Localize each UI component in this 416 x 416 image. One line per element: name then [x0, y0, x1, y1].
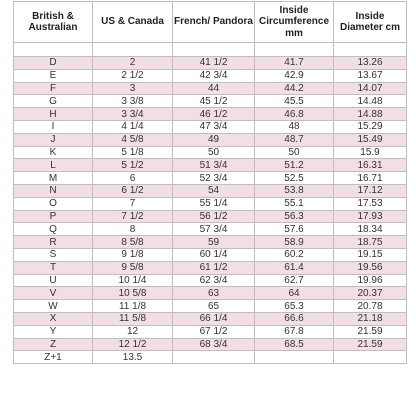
cell-us-size: 3 3/4 [93, 108, 173, 121]
table-row [14, 300, 407, 313]
cell-diameter: 21.18 [334, 312, 407, 325]
cell-french-size: 61 1/2 [173, 261, 255, 274]
cell-circumference: 55.1 [255, 197, 334, 210]
cell-french-size: 54 [173, 184, 255, 197]
cell-diameter: 17.93 [334, 210, 407, 223]
table-row [14, 172, 407, 185]
cell-circumference: 41.7 [255, 57, 334, 70]
cell-circumference: 46.8 [255, 108, 334, 121]
table-row [14, 159, 407, 172]
cell-british-size: P [14, 210, 93, 223]
table-row [14, 351, 407, 364]
cell-british-size: S [14, 248, 93, 261]
cell-diameter: 21.59 [334, 338, 407, 351]
header-row [14, 2, 407, 43]
cell-diameter: 15.29 [334, 120, 407, 133]
cell-us-size: 5 1/2 [93, 159, 173, 172]
cell-french-size: 63 [173, 287, 255, 300]
cell-british-size: Y [14, 325, 93, 338]
header-inside-circumference: Inside Circumference mm [255, 2, 334, 43]
cell-circumference: 53.8 [255, 184, 334, 197]
cell-circumference: 56.3 [255, 210, 334, 223]
cell-circumference: 64 [255, 287, 334, 300]
cell-french-size: 41 1/2 [173, 57, 255, 70]
cell-british-size: G [14, 95, 93, 108]
cell-diameter: 13.67 [334, 69, 407, 82]
header-british-australian: British & Australian [14, 2, 93, 43]
cell-french-size: 47 3/4 [173, 120, 255, 133]
cell-french-size: 65 [173, 300, 255, 313]
cell-british-size: Q [14, 223, 93, 236]
cell-us-size: 6 1/2 [93, 184, 173, 197]
cell-british-size: M [14, 172, 93, 185]
table-row [14, 95, 407, 108]
cell-british-size: R [14, 236, 93, 249]
cell-french-size: 60 1/4 [173, 248, 255, 261]
cell-british-size: E [14, 69, 93, 82]
cell-diameter: 19.56 [334, 261, 407, 274]
cell-diameter: 14.88 [334, 108, 407, 121]
cell-british-size: U [14, 274, 93, 287]
cell-circumference [255, 351, 334, 364]
cell-french-size: 56 1/2 [173, 210, 255, 223]
cell-french-size: 45 1/2 [173, 95, 255, 108]
cell-us-size: 10 5/8 [93, 287, 173, 300]
cell-french-size: 42 3/4 [173, 69, 255, 82]
table-row [14, 69, 407, 82]
cell-french-size: 51 3/4 [173, 159, 255, 172]
cell-circumference: 62.7 [255, 274, 334, 287]
table-row [14, 274, 407, 287]
table-row [14, 120, 407, 133]
cell-diameter: 21.59 [334, 325, 407, 338]
cell-us-size: 6 [93, 172, 173, 185]
table-row [14, 312, 407, 325]
cell-french-size: 44 [173, 82, 255, 95]
cell-circumference: 42.9 [255, 69, 334, 82]
cell-british-size: T [14, 261, 93, 274]
cell-french-size: 68 3/4 [173, 338, 255, 351]
cell-us-size: 13.5 [93, 351, 173, 364]
cell-us-size: 2 1/2 [93, 69, 173, 82]
cell-circumference: 66.6 [255, 312, 334, 325]
cell-british-size: Z+1 [14, 351, 93, 364]
cell-us-size: 12 [93, 325, 173, 338]
cell-british-size: L [14, 159, 93, 172]
cell-us-size: 9 1/8 [93, 248, 173, 261]
table-row [14, 108, 407, 121]
cell-diameter [334, 351, 407, 364]
cell-diameter: 19.96 [334, 274, 407, 287]
cell-british-size: I [14, 120, 93, 133]
cell-circumference: 58.9 [255, 236, 334, 249]
cell-circumference: 68.5 [255, 338, 334, 351]
cell-diameter: 16.71 [334, 172, 407, 185]
cell-french-size: 57 3/4 [173, 223, 255, 236]
cell-us-size: 4 1/4 [93, 120, 173, 133]
header-french-pandora: French/ Pandora [173, 2, 255, 43]
cell-british-size: W [14, 300, 93, 313]
spacer-row [14, 43, 407, 57]
cell-diameter: 19.15 [334, 248, 407, 261]
cell-french-size: 62 3/4 [173, 274, 255, 287]
cell-british-size: X [14, 312, 93, 325]
cell-circumference: 51.2 [255, 159, 334, 172]
table-row [14, 184, 407, 197]
cell-us-size: 3 [93, 82, 173, 95]
table-row [14, 338, 407, 351]
cell-circumference: 65.3 [255, 300, 334, 313]
table-row [14, 236, 407, 249]
cell-french-size: 50 [173, 146, 255, 159]
cell-us-size: 7 [93, 197, 173, 210]
cell-british-size: H [14, 108, 93, 121]
cell-british-size: J [14, 133, 93, 146]
cell-diameter: 17.53 [334, 197, 407, 210]
cell-circumference: 44.2 [255, 82, 334, 95]
cell-diameter: 14.48 [334, 95, 407, 108]
table-row [14, 210, 407, 223]
cell-circumference: 67.8 [255, 325, 334, 338]
table-row [14, 223, 407, 236]
cell-british-size: F [14, 82, 93, 95]
table-row [14, 197, 407, 210]
table-row [14, 82, 407, 95]
cell-diameter: 18.34 [334, 223, 407, 236]
table-row [14, 261, 407, 274]
header-us-canada: US & Canada [93, 2, 173, 43]
table-row [14, 146, 407, 159]
table-row [14, 133, 407, 146]
cell-british-size: O [14, 197, 93, 210]
cell-diameter: 15.9 [334, 146, 407, 159]
cell-french-size: 59 [173, 236, 255, 249]
cell-french-size: 66 1/4 [173, 312, 255, 325]
cell-circumference: 52.5 [255, 172, 334, 185]
cell-us-size: 10 1/4 [93, 274, 173, 287]
table-row [14, 325, 407, 338]
cell-circumference: 48 [255, 120, 334, 133]
cell-us-size: 3 3/8 [93, 95, 173, 108]
cell-circumference: 50 [255, 146, 334, 159]
cell-french-size: 46 1/2 [173, 108, 255, 121]
cell-diameter: 18.75 [334, 236, 407, 249]
cell-diameter: 14.07 [334, 82, 407, 95]
table-row [14, 287, 407, 300]
cell-diameter: 16.31 [334, 159, 407, 172]
ring-size-table [13, 1, 407, 364]
cell-diameter: 15.49 [334, 133, 407, 146]
cell-french-size [173, 351, 255, 364]
cell-diameter: 20.37 [334, 287, 407, 300]
cell-british-size: D [14, 57, 93, 70]
table-row [14, 57, 407, 70]
cell-us-size: 5 1/8 [93, 146, 173, 159]
cell-diameter: 20.78 [334, 300, 407, 313]
cell-british-size: V [14, 287, 93, 300]
cell-us-size: 2 [93, 57, 173, 70]
cell-diameter: 17.12 [334, 184, 407, 197]
cell-us-size: 11 1/8 [93, 300, 173, 313]
cell-circumference: 61.4 [255, 261, 334, 274]
cell-french-size: 49 [173, 133, 255, 146]
cell-french-size: 67 1/2 [173, 325, 255, 338]
cell-circumference: 60.2 [255, 248, 334, 261]
cell-us-size: 11 5/8 [93, 312, 173, 325]
cell-circumference: 48.7 [255, 133, 334, 146]
cell-french-size: 52 3/4 [173, 172, 255, 185]
cell-us-size: 8 [93, 223, 173, 236]
ring-size-chart [13, 1, 406, 364]
cell-british-size: K [14, 146, 93, 159]
cell-us-size: 12 1/2 [93, 338, 173, 351]
header-inside-diameter: Inside Diameter cm [334, 2, 407, 43]
table-body [14, 43, 407, 364]
cell-us-size: 4 5/8 [93, 133, 173, 146]
table-row [14, 248, 407, 261]
cell-british-size: Z [14, 338, 93, 351]
cell-us-size: 9 5/8 [93, 261, 173, 274]
cell-circumference: 45.5 [255, 95, 334, 108]
cell-us-size: 7 1/2 [93, 210, 173, 223]
cell-french-size: 55 1/4 [173, 197, 255, 210]
cell-us-size: 8 5/8 [93, 236, 173, 249]
cell-diameter: 13.26 [334, 57, 407, 70]
cell-british-size: N [14, 184, 93, 197]
cell-circumference: 57.6 [255, 223, 334, 236]
